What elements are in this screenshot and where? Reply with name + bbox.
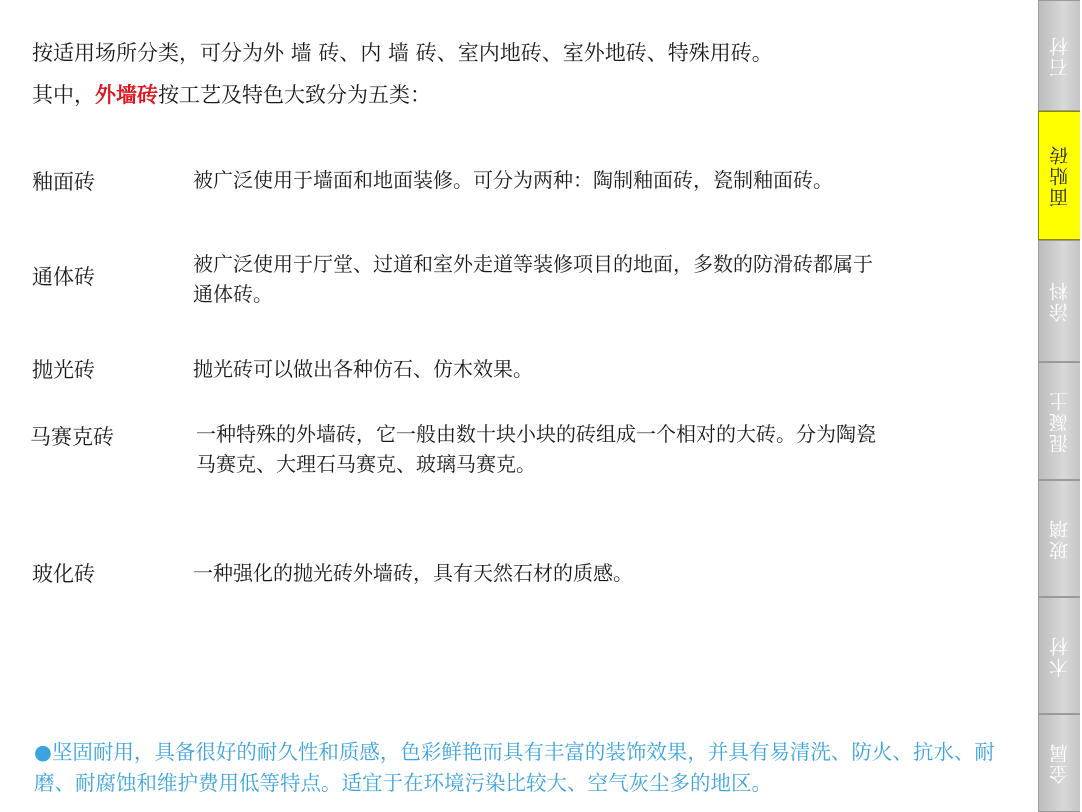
intro-line-2: [32, 80, 431, 110]
tab-wood-label: 木材: [1049, 634, 1071, 677]
tab-stone-label: 石材: [1049, 34, 1071, 77]
type-desc-polished: 抛光砖可以做出各种仿石、仿木效果。: [193, 357, 533, 381]
tab-metal[interactable]: [1038, 714, 1080, 812]
tab-metal-label: 金属: [1049, 742, 1071, 784]
feature-note: ●坚固耐用，具备很好的耐久性和质感，色彩鲜艳而具有丰富的装饰效果，并具有易清洗、防火、抗水、耐磨、耐腐蚀和维护费用低等特点。适宜于在环境污染比较大、空气灰尘多的地区。: [34, 740, 995, 795]
tab-coating[interactable]: [1038, 240, 1080, 362]
type-name-full-body: 通体砖: [32, 265, 95, 289]
tab-facing-tile-label: 面贴砖: [1049, 144, 1071, 207]
tab-facing-tile[interactable]: [1038, 111, 1080, 240]
tab-stone[interactable]: [1038, 0, 1080, 111]
type-desc-full-body: 被广泛使用于厅堂、过道和室外走道等装修项目的地面，多数的防滑砖都属于通体砖。: [193, 252, 873, 306]
tab-glass[interactable]: [1038, 480, 1080, 597]
side-nav-tabs: [1038, 0, 1082, 812]
type-name-glazed: 釉面砖: [32, 170, 95, 194]
highlight-exterior-tile: 外墙砖: [95, 83, 158, 107]
tab-concrete-label: 混凝土: [1049, 389, 1071, 453]
intro-line-1: 按适用场所分类，可分为外 墙 砖、内 墙 砖、室内地砖、室外地砖、特殊用砖。: [32, 41, 773, 65]
type-name-mosaic: 马赛克砖: [30, 425, 114, 449]
tab-glass-label: 玻璃: [1049, 517, 1071, 560]
type-desc-mosaic: 一种特殊的外墙砖，它一般由数十块小块的砖组成一个相对的大砖。分为陶瓷马赛克、大理石马赛克、玻璃马赛克。: [196, 422, 876, 476]
type-desc-glazed: 被广泛使用于墙面和地面装修。可分为两种：陶制釉面砖，瓷制釉面砖。: [193, 168, 833, 192]
type-name-polished: 抛光砖: [32, 358, 95, 382]
type-desc-vitrified: 一种强化的抛光砖外墙砖，具有天然石材的质感。: [193, 561, 633, 585]
intro-suffix: 按工艺及特色大致分为五类：: [158, 83, 431, 107]
tab-wood[interactable]: [1038, 597, 1080, 714]
intro-prefix: 其中，: [32, 83, 95, 107]
type-name-vitrified: 玻化砖: [32, 562, 95, 586]
tab-concrete[interactable]: [1038, 362, 1080, 480]
tab-coating-label: 涂料: [1049, 280, 1071, 322]
